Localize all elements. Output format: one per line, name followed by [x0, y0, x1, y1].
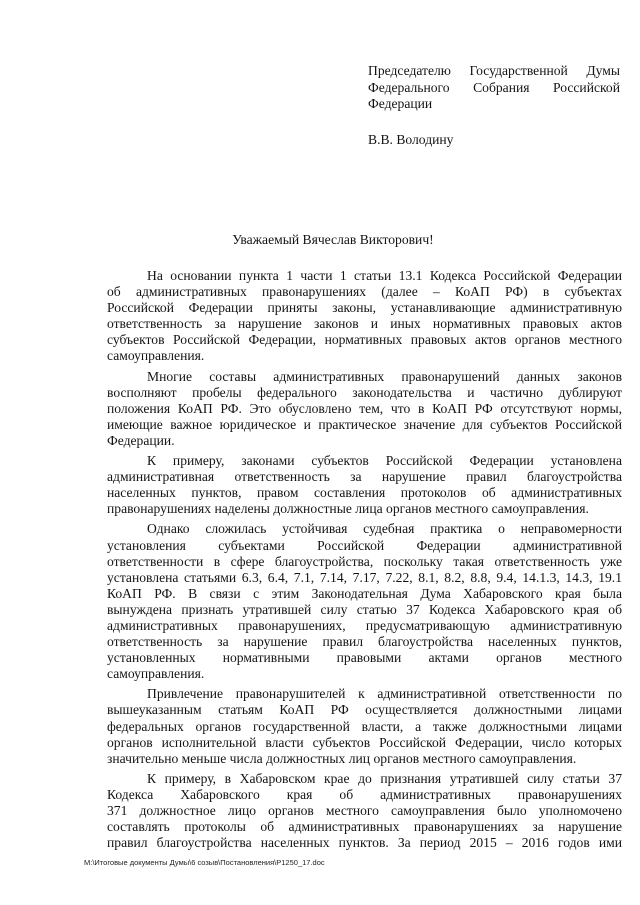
body-line: административная ответственность за нарушение правил благоустройства	[107, 469, 622, 485]
body-line: На основании пункта 1 части 1 статьи 13.1 Кодекса Российской Федерации	[147, 268, 622, 283]
body-line: Федерации.	[107, 432, 175, 448]
body-line: Привлечение правонарушителей к административной ответственности по	[147, 686, 622, 702]
body-line: правонарушениях наделены должностные лица органов местного самоуправления.	[107, 501, 589, 517]
letter-body	[107, 268, 622, 851]
body-line: К примеру, в Хабаровском крае до признания утратившей силу статьи 37	[147, 770, 622, 786]
body-paragraph	[107, 686, 622, 766]
body-line: органов исполнительной власти субъектов Российской Федерации, число которых	[107, 734, 622, 750]
body-line: установлена статьями 6.3, 6.4, 7.1, 7.14, 7.17, 7.22, 8.1, 8.2, 8.8, 9.4, 14.1.3, 14.3, 19.1	[107, 569, 622, 585]
body-line: вышеуказанным статьям КоАП РФ осуществляется должностными лицами	[107, 702, 622, 718]
body-line: субъектов Российской Федерации, нормативных правовых актов органов местного	[107, 332, 622, 348]
body-line: Российской Федерации приняты законы, устанавливающие административную	[107, 300, 622, 316]
body-line: имеющие важное юридическое и практическое значение для субъектов Российской	[107, 416, 622, 432]
body-line: Многие составы административных правонарушений данных законов	[147, 368, 622, 384]
body-line: установления субъектами Российской Федерации административной	[107, 537, 622, 553]
body-paragraph	[107, 453, 622, 517]
body-line: правил благоустройства населенных пунктов. За период 2015 – 2016 годов ими	[107, 835, 622, 851]
body-paragraph	[107, 268, 622, 365]
body-line: установленных нормативными правовыми актами органов местного	[107, 650, 622, 666]
body-paragraph	[107, 369, 622, 449]
body-line: составлять протоколы об административных правонарушениях за нарушение	[107, 819, 622, 835]
body-paragraph	[107, 521, 622, 682]
body-line: ответственности в сфере благоустройства, поскольку такая ответственность уже	[107, 553, 622, 569]
body-line: вынуждена признать утратившей силу статью 37 Кодекса Хабаровского края об	[107, 601, 622, 617]
body-line: ответственность за нарушение законов и иных нормативных правовых актов	[107, 316, 622, 332]
footer-file-path: М:\Итоговые документы Думы\6 созыв\Постановления\Р1250_17.doc	[84, 858, 325, 867]
addressee-name: В.В. Володину	[368, 131, 454, 147]
body-line: самоуправления.	[107, 666, 205, 682]
body-line: Кодекса Хабаровского края об административных правонарушениях	[107, 786, 622, 802]
body-line: К примеру, законами субъектов Российской Федерации установлена	[147, 453, 622, 469]
addressee-line-3: Федерации	[368, 96, 433, 111]
body-line: КоАП РФ. В связи с этим Законодательная Дума Хабаровского края была	[107, 585, 622, 601]
addressee-line-2: Федерального Собрания Российской	[368, 79, 620, 95]
body-line: Однако сложилась устойчивая судебная практика о неправомерности	[147, 521, 622, 537]
body-line: административных правонарушениях, предусматривающую административную	[107, 617, 622, 633]
body-line: 371 должностное лицо органов местного самоуправления было уполномочено	[107, 803, 622, 818]
addressee-block	[368, 63, 620, 148]
body-line: восполняют пробелы федерального законодательства и частично дублируют	[107, 384, 622, 400]
body-line: самоуправления.	[107, 348, 205, 364]
body-line: населенных пунктов, правом составления протоколов об административных	[107, 485, 622, 501]
body-paragraph	[107, 771, 622, 851]
salutation: Уважаемый Вячеслав Викторович!	[232, 232, 434, 247]
body-line: положения КоАП РФ. Это обусловлено тем, что в КоАП РФ отсутствуют нормы,	[107, 400, 622, 416]
addressee-line-1: Председателю Государственной Думы	[368, 63, 620, 78]
body-line: ответственность за нарушение правил благоустройства населенных пунктов,	[107, 634, 622, 650]
body-line: значительно меньше числа должностных лиц органов местного самоуправления.	[107, 750, 577, 766]
body-line: об административных правонарушениях (далее – КоАП РФ) в субъектах	[107, 284, 622, 300]
body-line: федеральных органов государственной власти, а также должностными лицами	[107, 718, 622, 734]
